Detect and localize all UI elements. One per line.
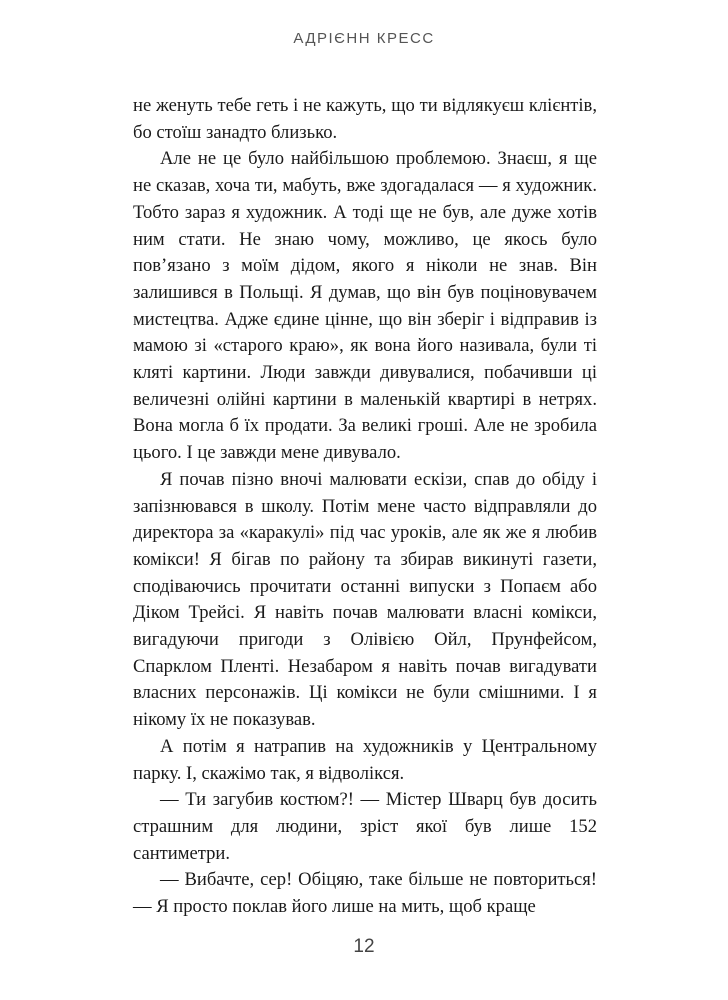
dialogue-paragraph: — Вибачте, сер! Обіцяю, таке більше не повториться! — Я просто поклав його лише на мить, щоб краще bbox=[133, 869, 597, 918]
body-text bbox=[133, 93, 597, 921]
page-number: 12 bbox=[353, 936, 375, 957]
running-head: АДРІЄНН КРЕСС bbox=[293, 30, 435, 47]
paragraph: Але не це було найбільшою проблемою. Знаєш, я ще не сказав, хоча ти, мабуть, вже здогадалася — я художник. Тобто зараз я художник. А тоді ще не був, але дуже хотів ним стати. Не знаю чому, можливо, це якось було пов’язано з моїм дідом, якого я ніколи не знав. Він залишився в Польщі. Я думав, що він був поціновувачем мистецтва. Адже єдине цінне, що він зберіг і відправив із мамою зі «старого краю», як вона його називала, були ті кляті картини. Люди завжди дивувалися, побачивши ці величезні олійні картини в маленькій квартирі в нетрях. Вона могла б їх продати. За великі гроші. Але не зробила цього. І це завжди мене дивувало. bbox=[133, 148, 597, 464]
paragraph-continued: не женуть тебе геть і не кажуть, що ти відлякуєш клієнтів, бо стоїш занадто близько. bbox=[133, 95, 597, 143]
dialogue-paragraph: — Ти загубив костюм?! — Містер Шварц був досить страшним для людини, зріст якої був лише 152 сантиметри. bbox=[133, 789, 597, 864]
paragraph: Я почав пізно вночі малювати ескізи, спав до обіду і запізнювався в школу. Потім мене часто відправляли до директора за «каракулі» під час уроків, але як же я любив комікси! Я бігав по району та збирав викинуті газети, сподіваючись прочитати останні випуски з Попаєм або Діком Трейсі. Я навіть почав малювати власні комікси, вигадуючи пригоди з Олівією Ойл, Прунфейсом, Спарклом Пленті. Незабаром я навіть почав вигадувати власних персонажів. Ці комікси не були смішними. І я нікому їх не показував. bbox=[133, 468, 597, 731]
paragraph: А потім я натрапив на художників у Центральному парку. І, скажімо так, я відволікся. bbox=[133, 735, 597, 784]
